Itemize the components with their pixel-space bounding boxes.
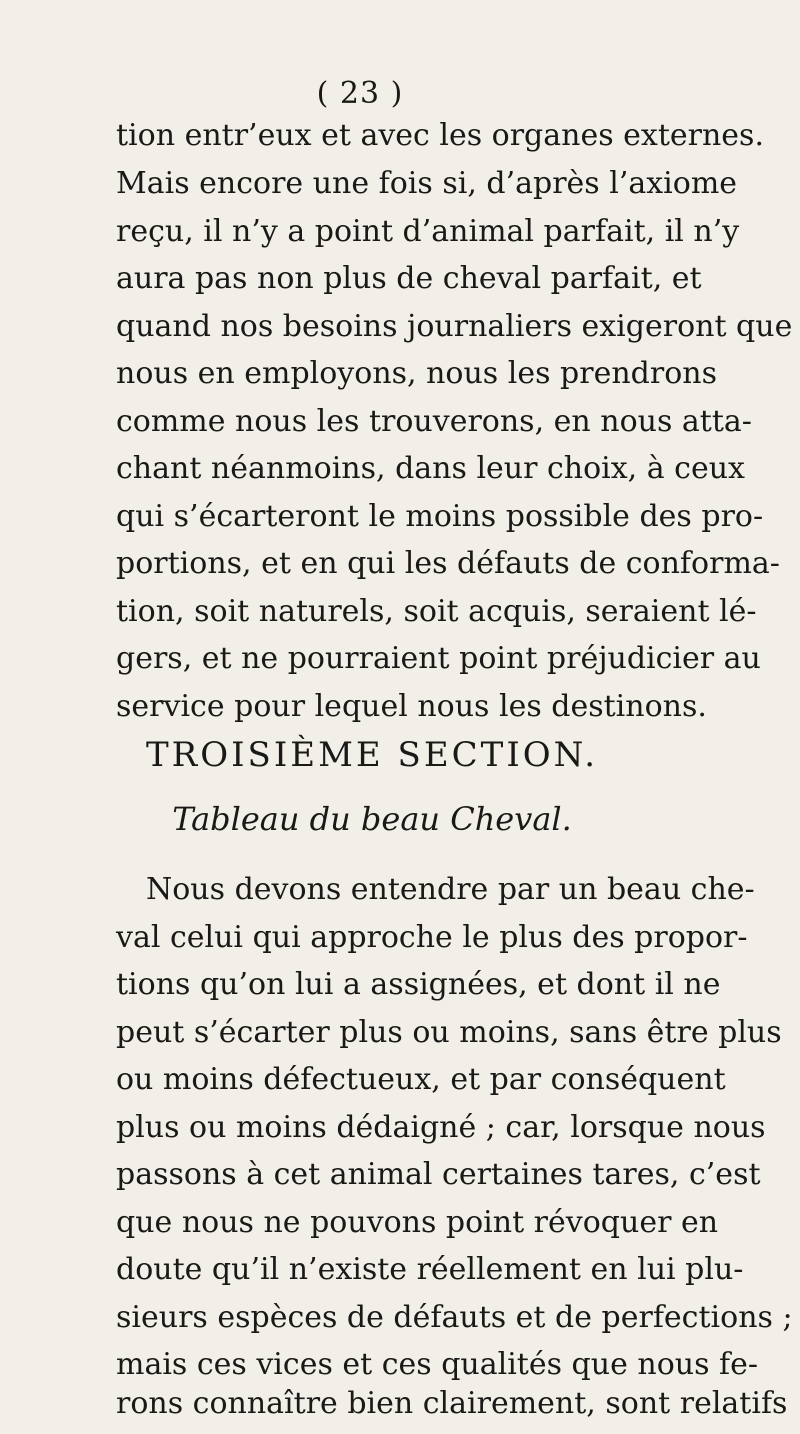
text-line: mais ces vices et ces qualités que nous fe- bbox=[116, 1347, 758, 1382]
text-line: doute qu’il n’existe réellement en lui plu- bbox=[116, 1252, 744, 1287]
text-line: portions, et en qui les défauts de conforma- bbox=[116, 546, 780, 581]
text-line: passons à cet animal certaines tares, c’est bbox=[116, 1157, 761, 1192]
text-line: gers, et ne pourraient point préjudicier au bbox=[116, 641, 761, 676]
text-line: reçu, il n’y a point d’animal parfait, il n’y bbox=[116, 214, 740, 249]
page-number: ( 23 ) bbox=[316, 76, 404, 111]
text-line: tion, soit naturels, soit acquis, seraient lé- bbox=[116, 594, 757, 629]
text-line: aura pas non plus de cheval parfait, et bbox=[116, 261, 702, 296]
text-line: plus ou moins dédaigné ; car, lorsque nous bbox=[116, 1110, 766, 1145]
text-line: rons connaître bien clairement, sont relatifs bbox=[116, 1386, 788, 1421]
section-heading: TROISIÈME SECTION. bbox=[145, 735, 599, 775]
text-line: chant néanmoins, dans leur choix, à ceux bbox=[116, 451, 745, 486]
text-line: service pour lequel nous les destinons. bbox=[116, 689, 707, 724]
text-line: Nous devons entendre par un beau che- bbox=[146, 872, 755, 907]
text-line: sieurs espèces de défauts et de perfections ; bbox=[116, 1300, 793, 1335]
text-line: tion entr’eux et avec les organes externes. bbox=[116, 118, 764, 153]
section-subtitle: Tableau du beau Cheval. bbox=[172, 800, 572, 838]
text-line: val celui qui approche le plus des propor- bbox=[116, 920, 748, 955]
text-line: qui s’écarteront le moins possible des pro- bbox=[116, 499, 764, 534]
text-line: tions qu’on lui a assignées, et dont il ne bbox=[116, 967, 721, 1002]
text-line: Mais encore une fois si, d’après l’axiome bbox=[116, 166, 738, 201]
text-line: nous en employons, nous les prendrons bbox=[116, 356, 717, 391]
text-line: ou moins défectueux, et par conséquent bbox=[116, 1062, 726, 1097]
text-line: comme nous les trouverons, en nous atta- bbox=[116, 404, 752, 439]
text-line: que nous ne pouvons point révoquer en bbox=[116, 1205, 719, 1240]
text-line: quand nos besoins journaliers exigeront que bbox=[116, 309, 793, 344]
text-line: peut s’écarter plus ou moins, sans être plus bbox=[116, 1015, 782, 1050]
